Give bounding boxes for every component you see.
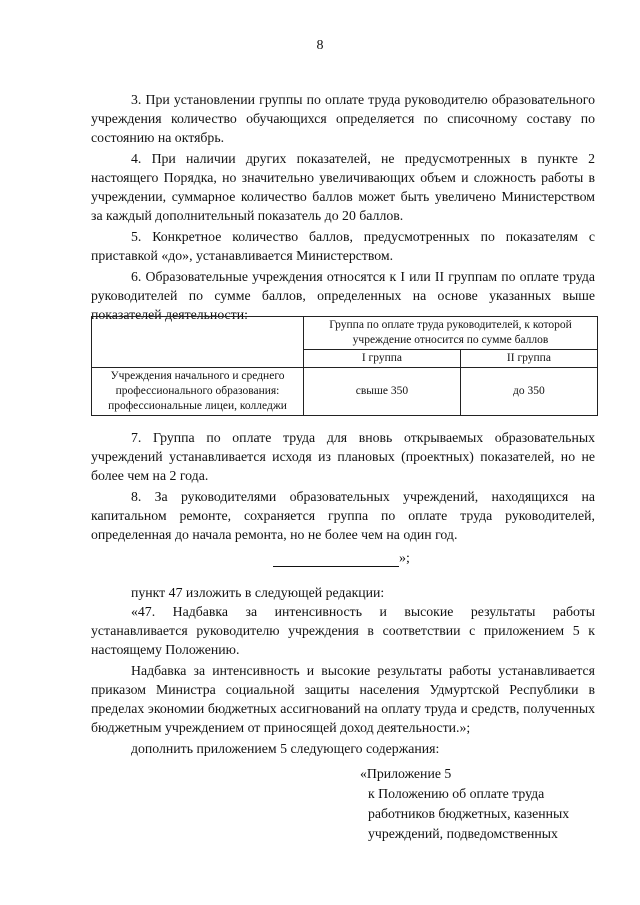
table-col-group-1: I группа — [304, 350, 461, 368]
paragraph-4: 4. При наличии других показателей, не предусмотренных в пункте 2 настоящего Порядка, но значительно увеличивающих объем и сложность работы в учреждении, суммарное количество баллов может быть увеличено Министерством за каждый дополнительный показатель до 20 баллов. — [91, 151, 595, 223]
page-number: 8 — [316, 38, 324, 53]
body-text-mid — [91, 428, 595, 546]
body-text-top — [91, 90, 595, 326]
paragraph-8: 8. За руководителями образовательных учреждений, находящихся на капитальном ремонте, сохраняется группа по оплате труда руководителей, определенная до начала ремонта, но не более чем на один год. — [91, 489, 595, 542]
table-row — [92, 368, 598, 416]
table-cell-group-2: до 350 — [460, 368, 597, 416]
paragraph-6: 6. Образовательные учреждения относятся к I или II группам по оплате труда руководителей по сумме баллов, определенных на основе указанных выше показателей деятельности: — [91, 269, 595, 322]
blank-line — [273, 552, 399, 567]
table-cell-group-1: свыше 350 — [304, 368, 461, 416]
paragraph-3: 3. При установлении группы по оплате труда руководителю образовательного учреждения количество обучающихся определяется по списочному составу по состоянию на октябрь. — [91, 92, 595, 145]
appendix-line-1: «Приложение 5 — [360, 766, 452, 781]
appendix-line-3: работников бюджетных, казенных — [368, 806, 570, 821]
appendix-header — [360, 764, 620, 844]
group-table — [91, 316, 598, 416]
paragraph-47: «47. Надбавка за интенсивность и высокие результаты работы устанавливается руководителю учреждения в соответствии с приложением 5 к настоящему Положению. — [91, 604, 595, 657]
table-header-group: Группа по оплате труда руководителей, к которой учреждение относится по сумме баллов — [304, 317, 598, 350]
table-corner-cell — [92, 317, 304, 368]
signature-line — [273, 551, 410, 567]
table-row-label: Учреждения начального и среднего профессионального образования: профессиональные лицеи, колледжи — [92, 368, 304, 416]
quote-close: »; — [399, 551, 410, 566]
paragraph-appendix-intro: дополнить приложением 5 следующего содержания: — [131, 741, 440, 756]
table-header-row — [92, 317, 598, 350]
paragraph-5: 5. Конкретное количество баллов, предусмотренных по показателям с приставкой «до», устанавливается Министерством. — [91, 229, 595, 263]
appendix-line-2: к Положению об оплате труда — [368, 786, 545, 801]
paragraph-p47-intro: пункт 47 изложить в следующей редакции: — [131, 585, 385, 600]
table-col-group-2: II группа — [460, 350, 597, 368]
appendix-line-4: учреждений, подведомственных — [368, 826, 558, 841]
body-text-bottom — [91, 583, 595, 758]
paragraph-bonus: Надбавка за интенсивность и высокие результаты работы устанавливается приказом Министра социальной защиты населения Удмуртской Республики в пределах экономии бюджетных ассигнований на оплату труда и средств, полученных бюджетным учреждением от приносящей доход деятельности.»; — [91, 663, 595, 735]
paragraph-7: 7. Группа по оплате труда для вновь открываемых образовательных учреждений устанавливается исходя из плановых (проектных) показателей, но не более чем на 2 года. — [91, 430, 595, 483]
